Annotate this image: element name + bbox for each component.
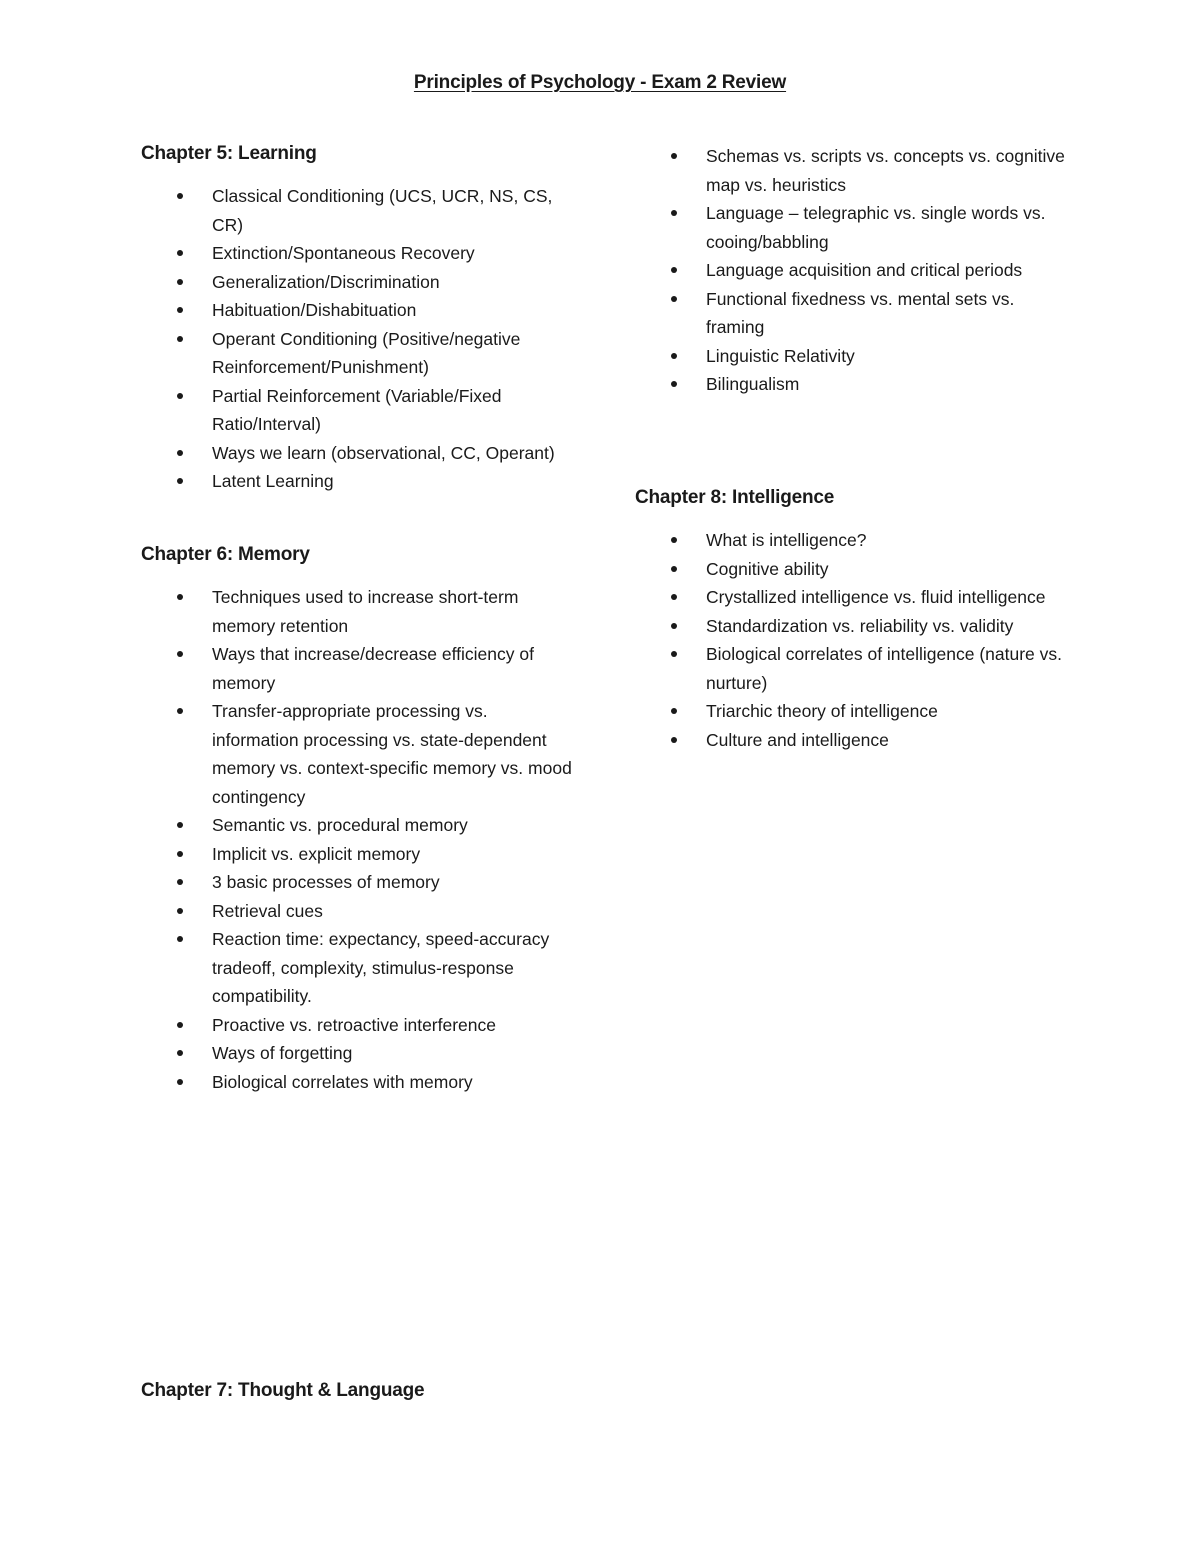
bullet-icon: [671, 537, 677, 543]
list-item: [635, 142, 1066, 199]
bullet-icon: [671, 594, 677, 600]
page-title: Principles of Psychology - Exam 2 Review: [413, 72, 787, 93]
list-item: [141, 268, 572, 297]
list-item: [141, 811, 572, 840]
bullet-icon: [671, 737, 677, 743]
list-item: [141, 1011, 572, 1040]
list-item-text: Biological correlates with memory: [212, 1071, 473, 1092]
bullet-icon: [177, 478, 183, 484]
list-item: [635, 583, 1066, 612]
chapter-8-list: [635, 526, 1095, 754]
list-item-text: Crystallized intelligence vs. fluid intelligence: [706, 587, 1046, 607]
list-item: [141, 325, 572, 382]
bullet-icon: [671, 267, 677, 273]
list-item-text: Operant Conditioning (Positive/negative Reinforcement/Punishment): [212, 328, 521, 377]
bullet-icon: [671, 153, 677, 159]
list-item-text: Cognitive ability: [706, 558, 829, 579]
bullet-icon: [177, 336, 183, 342]
list-item-text: Latent Learning: [212, 471, 334, 491]
bullet-icon: [671, 623, 677, 629]
list-item-text: Proactive vs. retroactive interference: [212, 1014, 497, 1035]
bullet-icon: [177, 651, 183, 657]
bullet-icon: [177, 393, 183, 399]
bullet-icon: [671, 381, 677, 387]
list-item-text: Schemas vs. scripts vs. concepts vs. cognitive map vs. heuristics: [706, 146, 1065, 195]
list-item: [635, 526, 1066, 555]
list-item-text: Language acquisition and critical periods: [706, 260, 1023, 280]
chapter-7-section: [141, 1380, 581, 1402]
list-item: [635, 555, 1066, 584]
list-item: [141, 897, 572, 926]
list-item-text: 3 basic processes of memory: [212, 872, 440, 892]
list-item: [141, 296, 572, 325]
list-item-text: Linguistic Relativity: [706, 345, 855, 366]
list-item: [141, 640, 572, 697]
bullet-icon: [177, 1079, 183, 1085]
list-item: [141, 382, 572, 439]
bullet-icon: [671, 296, 677, 302]
bullet-icon: [177, 250, 183, 256]
list-item-text: Classical Conditioning (UCS, UCR, NS, CS, CR): [212, 186, 553, 235]
list-item-text: Ways we learn (observational, CC, Operant): [212, 442, 555, 463]
list-item: [141, 583, 572, 640]
bullet-icon: [177, 279, 183, 285]
list-item: [141, 1039, 572, 1068]
list-item: [141, 868, 572, 897]
list-item: [141, 467, 572, 496]
list-item-text: Ways that increase/decrease efficiency of memory: [212, 644, 534, 693]
list-item: [635, 342, 1066, 371]
list-item-text: Ways of forgetting: [212, 1043, 353, 1063]
list-item: [141, 1068, 572, 1097]
list-item-text: Extinction/Spontaneous Recovery: [212, 243, 475, 263]
chapter-7-list: [635, 142, 1075, 399]
bullet-icon: [177, 594, 183, 600]
list-item: [141, 439, 572, 468]
list-item-text: Bilingualism: [706, 374, 800, 394]
chapter-6-heading: Chapter 6: Memory: [141, 544, 310, 565]
chapter-6-section: [141, 544, 581, 1096]
list-item: [141, 840, 572, 869]
chapter-5-heading: Chapter 5: Learning: [141, 143, 317, 164]
bullet-icon: [671, 651, 677, 657]
chapter-5-section: [141, 143, 581, 496]
bullet-icon: [177, 193, 183, 199]
list-item: [635, 256, 1066, 285]
bullet-icon: [671, 708, 677, 714]
list-item-text: Habituation/Dishabituation: [212, 300, 417, 320]
list-item-text: Transfer-appropriate processing vs. information processing vs. state-dependent memory vs. context-specific memory vs. mood contingency: [212, 701, 572, 807]
list-item-text: Implicit vs. explicit memory: [212, 843, 421, 864]
bullet-icon: [177, 708, 183, 714]
list-item: [635, 199, 1066, 256]
bullet-icon: [177, 1050, 183, 1056]
bullet-icon: [177, 1022, 183, 1028]
bullet-icon: [177, 822, 183, 828]
list-item-text: Triarchic theory of intelligence: [706, 701, 938, 721]
chapter-8-heading: Chapter 8: Intelligence: [635, 487, 835, 508]
list-item-text: What is intelligence?: [706, 530, 867, 550]
list-item: [141, 697, 572, 811]
chapter-8-section: [635, 487, 1095, 754]
list-item: [635, 726, 1066, 755]
list-item-text: Biological correlates of intelligence (nature vs. nurture): [706, 644, 1063, 693]
list-item-text: Generalization/Discrimination: [212, 271, 440, 292]
bullet-icon: [177, 450, 183, 456]
list-item-text: Semantic vs. procedural memory: [212, 815, 468, 835]
list-item: [635, 285, 1066, 342]
list-item: [141, 925, 572, 1011]
chapter-7-list-column: [635, 142, 1075, 399]
list-item: [635, 640, 1066, 697]
bullet-icon: [671, 353, 677, 359]
chapter-5-list: [141, 182, 581, 496]
list-item-text: Partial Reinforcement (Variable/Fixed Ratio/Interval): [212, 385, 502, 434]
list-item-text: Functional fixedness vs. mental sets vs. framing: [706, 288, 1015, 337]
bullet-icon: [177, 851, 183, 857]
list-item: [635, 370, 1066, 399]
list-item-text: Reaction time: expectancy, speed-accuracy tradeoff, complexity, stimulus-response compatibility.: [212, 929, 550, 1006]
bullet-icon: [177, 908, 183, 914]
bullet-icon: [671, 210, 677, 216]
list-item: [635, 612, 1086, 641]
list-item-text: Language – telegraphic vs. single words vs. cooing/babbling: [706, 203, 1046, 252]
chapter-7-heading: Chapter 7: Thought & Language: [141, 1380, 425, 1401]
list-item: [635, 697, 1066, 726]
list-item: [141, 182, 572, 239]
list-item-text: Standardization vs. reliability vs. validity: [706, 615, 1014, 636]
list-item-text: Culture and intelligence: [706, 729, 889, 750]
bullet-icon: [177, 936, 183, 942]
bullet-icon: [177, 879, 183, 885]
bullet-icon: [671, 566, 677, 572]
chapter-6-list: [141, 583, 581, 1096]
list-item-text: Retrieval cues: [212, 900, 323, 921]
list-item-text: Techniques used to increase short-term memory retention: [212, 587, 519, 636]
bullet-icon: [177, 307, 183, 313]
list-item: [141, 239, 572, 268]
